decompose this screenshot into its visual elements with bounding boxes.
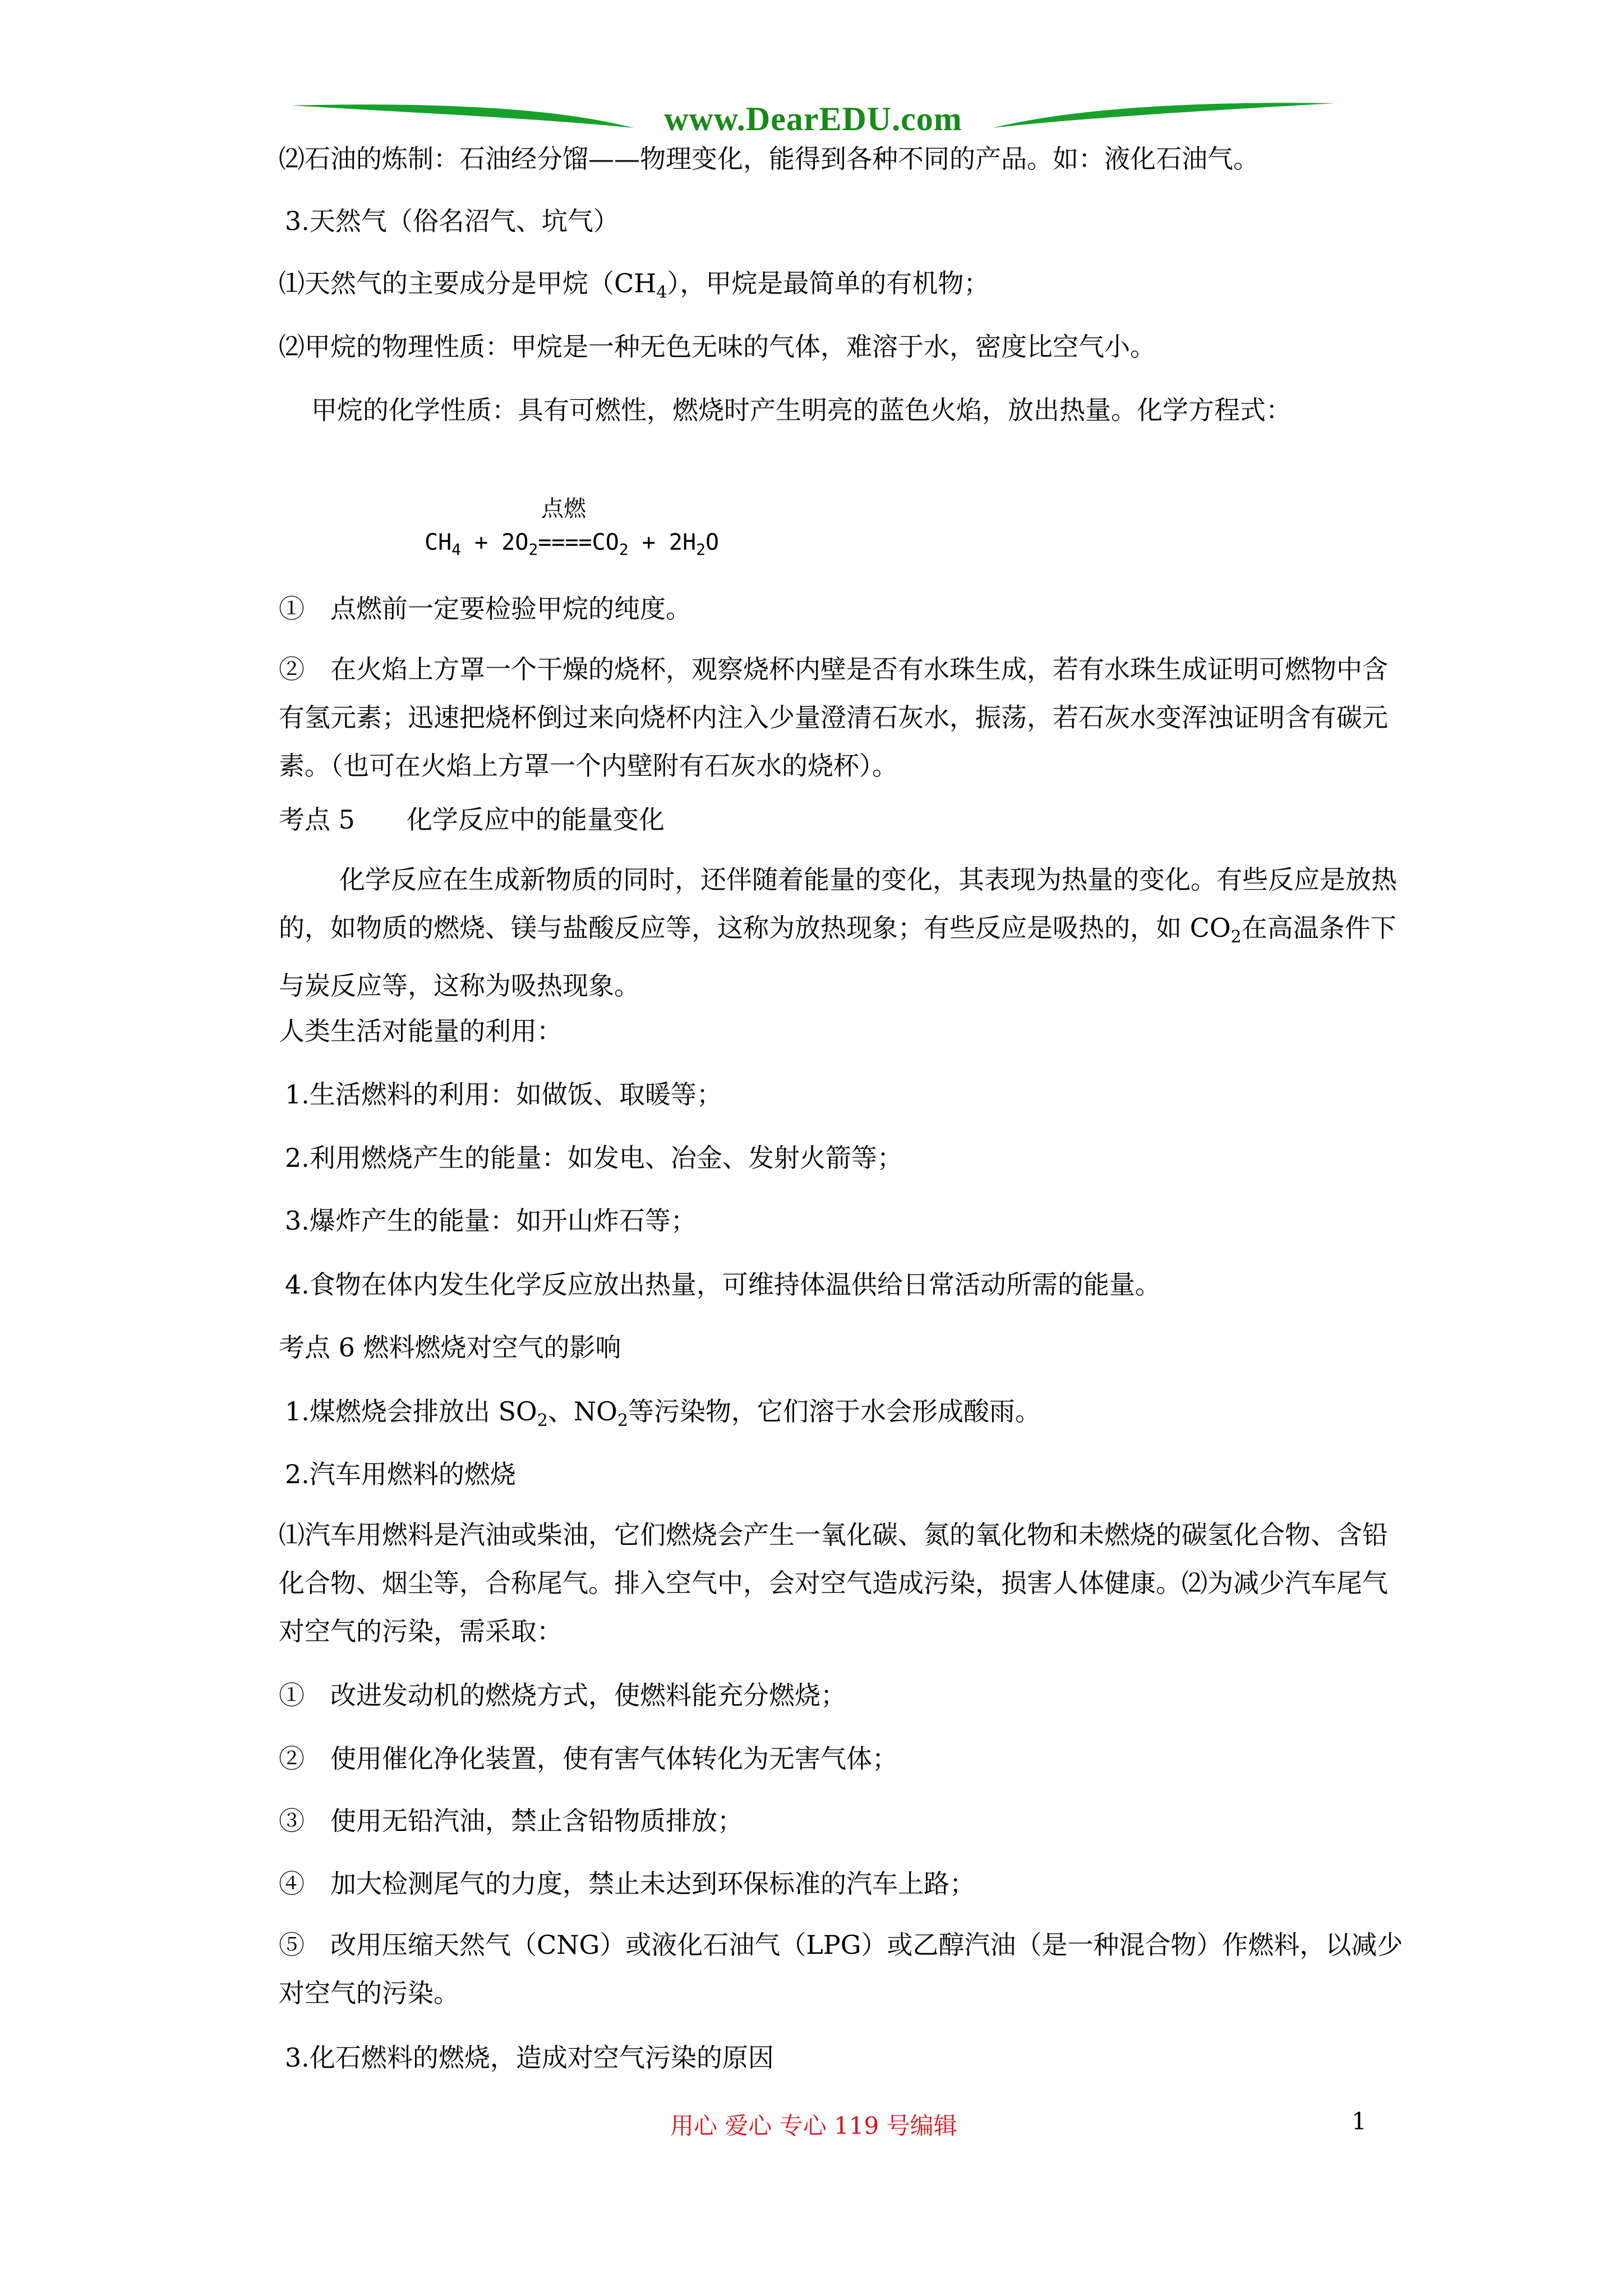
- list-item: 4.食物在体内发生化学反应放出热量，可维持体温供给日常活动所需的能量。: [285, 1269, 1161, 1300]
- section-heading: 3.天然气（俗名沼气、坑气）: [285, 206, 619, 236]
- chemical-equation: $CH_4 + 2O_2====CO_2 + 2H_2O$: [425, 530, 720, 559]
- list-item: 1.煤燃烧会排放出 $SO_2$、$NO_2$等污染物，它们溶于水会形成酸雨。: [285, 1396, 1041, 1431]
- list-item: 3.爆炸产生的能量：如开山炸石等；: [285, 1205, 697, 1236]
- text-line: 甲烷的化学性质：具有可燃性，燃烧时产生明亮的蓝色火焰，放出热量。化学方程式：: [311, 395, 1292, 425]
- list-item: ③ 使用无铅汽油，禁止含铅物质排放；: [279, 1806, 743, 1836]
- list-item: ① 点燃前一定要检验甲烷的纯度。: [279, 593, 691, 624]
- text-line: 人类生活对能量的利用：: [279, 1016, 562, 1046]
- list-item: ④ 加大检测尾气的力度，禁止未达到环保标准的汽车上路；: [279, 1869, 975, 1899]
- text-line: ⑵甲烷的物理性质：甲烷是一种无色无味的气体，难溶于水，密度比空气小。: [279, 332, 1156, 362]
- list-item: 1.生活燃料的利用：如做饭、取暖等；: [285, 1079, 722, 1110]
- list-item: 2.利用燃烧产生的能量：如发电、冶金、发射火箭等；: [285, 1143, 903, 1173]
- list-item: ② 使用催化净化装置，使有害气体转化为无害气体；: [279, 1743, 898, 1774]
- footer-text: 用心 爱心 专心 119 号编辑: [670, 2112, 957, 2139]
- paragraph: ⑤ 改用压缩天然气（CNG）或液化石油气（LPG）或乙醇汽油（是一种混合物）作燃料，以减少对空气的污染。: [279, 1930, 1403, 2008]
- reaction-condition: 点燃: [541, 496, 586, 522]
- paragraph: ② 在火焰上方罩一个干燥的烧杯，观察烧杯内壁是否有水珠生成，若有水珠生成证明可燃物中含有氢元素；迅速把烧杯倒过来向烧杯内注入少量澄清石灰水，振荡，若石灰水变浑浊证明含有碳元素。（也可在火焰上方罩一个内壁附有石灰水的烧杯）。: [279, 654, 1388, 781]
- section-heading: 考点 5 化学反应中的能量变化: [279, 804, 665, 835]
- paragraph: 化学反应在生成新物质的同时，还伴随着能量的变化，其表现为热量的变化。有些反应是放热的，如物质的燃烧、镁与盐酸反应等，这称为放热现象；有些反应是吸热的，如 $CO_2$在高温条件下与炭反应等，这称为吸热现象。: [279, 864, 1397, 1001]
- site-logo-text: www.DearEDU.com: [664, 100, 962, 137]
- list-item: 2.汽车用燃料的燃烧: [285, 1459, 516, 1489]
- list-item: 3.化石燃料的燃烧，造成对空气污染的原因: [285, 2042, 774, 2073]
- paragraph: ⑴汽车用燃料是汽油或柴油，它们燃烧会产生一氧化碳、氮的氧化物和未燃烧的碳氢化合物、含铅化合物、烟尘等，合称尾气。排入空气中，会对空气造成污染，损害人体健康。⑵为减少汽车尾气对空气的污染，需采取：: [279, 1520, 1388, 1646]
- section-heading: 考点 6 燃料燃烧对空气的影响: [279, 1332, 621, 1363]
- text-line: ⑴天然气的主要成分是甲烷$(CH_4)$，甲烷是最简单的有机物；: [279, 268, 990, 303]
- site-header: [292, 95, 1335, 146]
- text-line: ⑵石油的炼制：石油经分馏——物理变化，能得到各种不同的产品。如：液化石油气。: [279, 144, 1259, 174]
- list-item: ① 改进发动机的燃烧方式，使燃料能充分燃烧；: [279, 1680, 846, 1710]
- page-number: 1: [1352, 2108, 1367, 2135]
